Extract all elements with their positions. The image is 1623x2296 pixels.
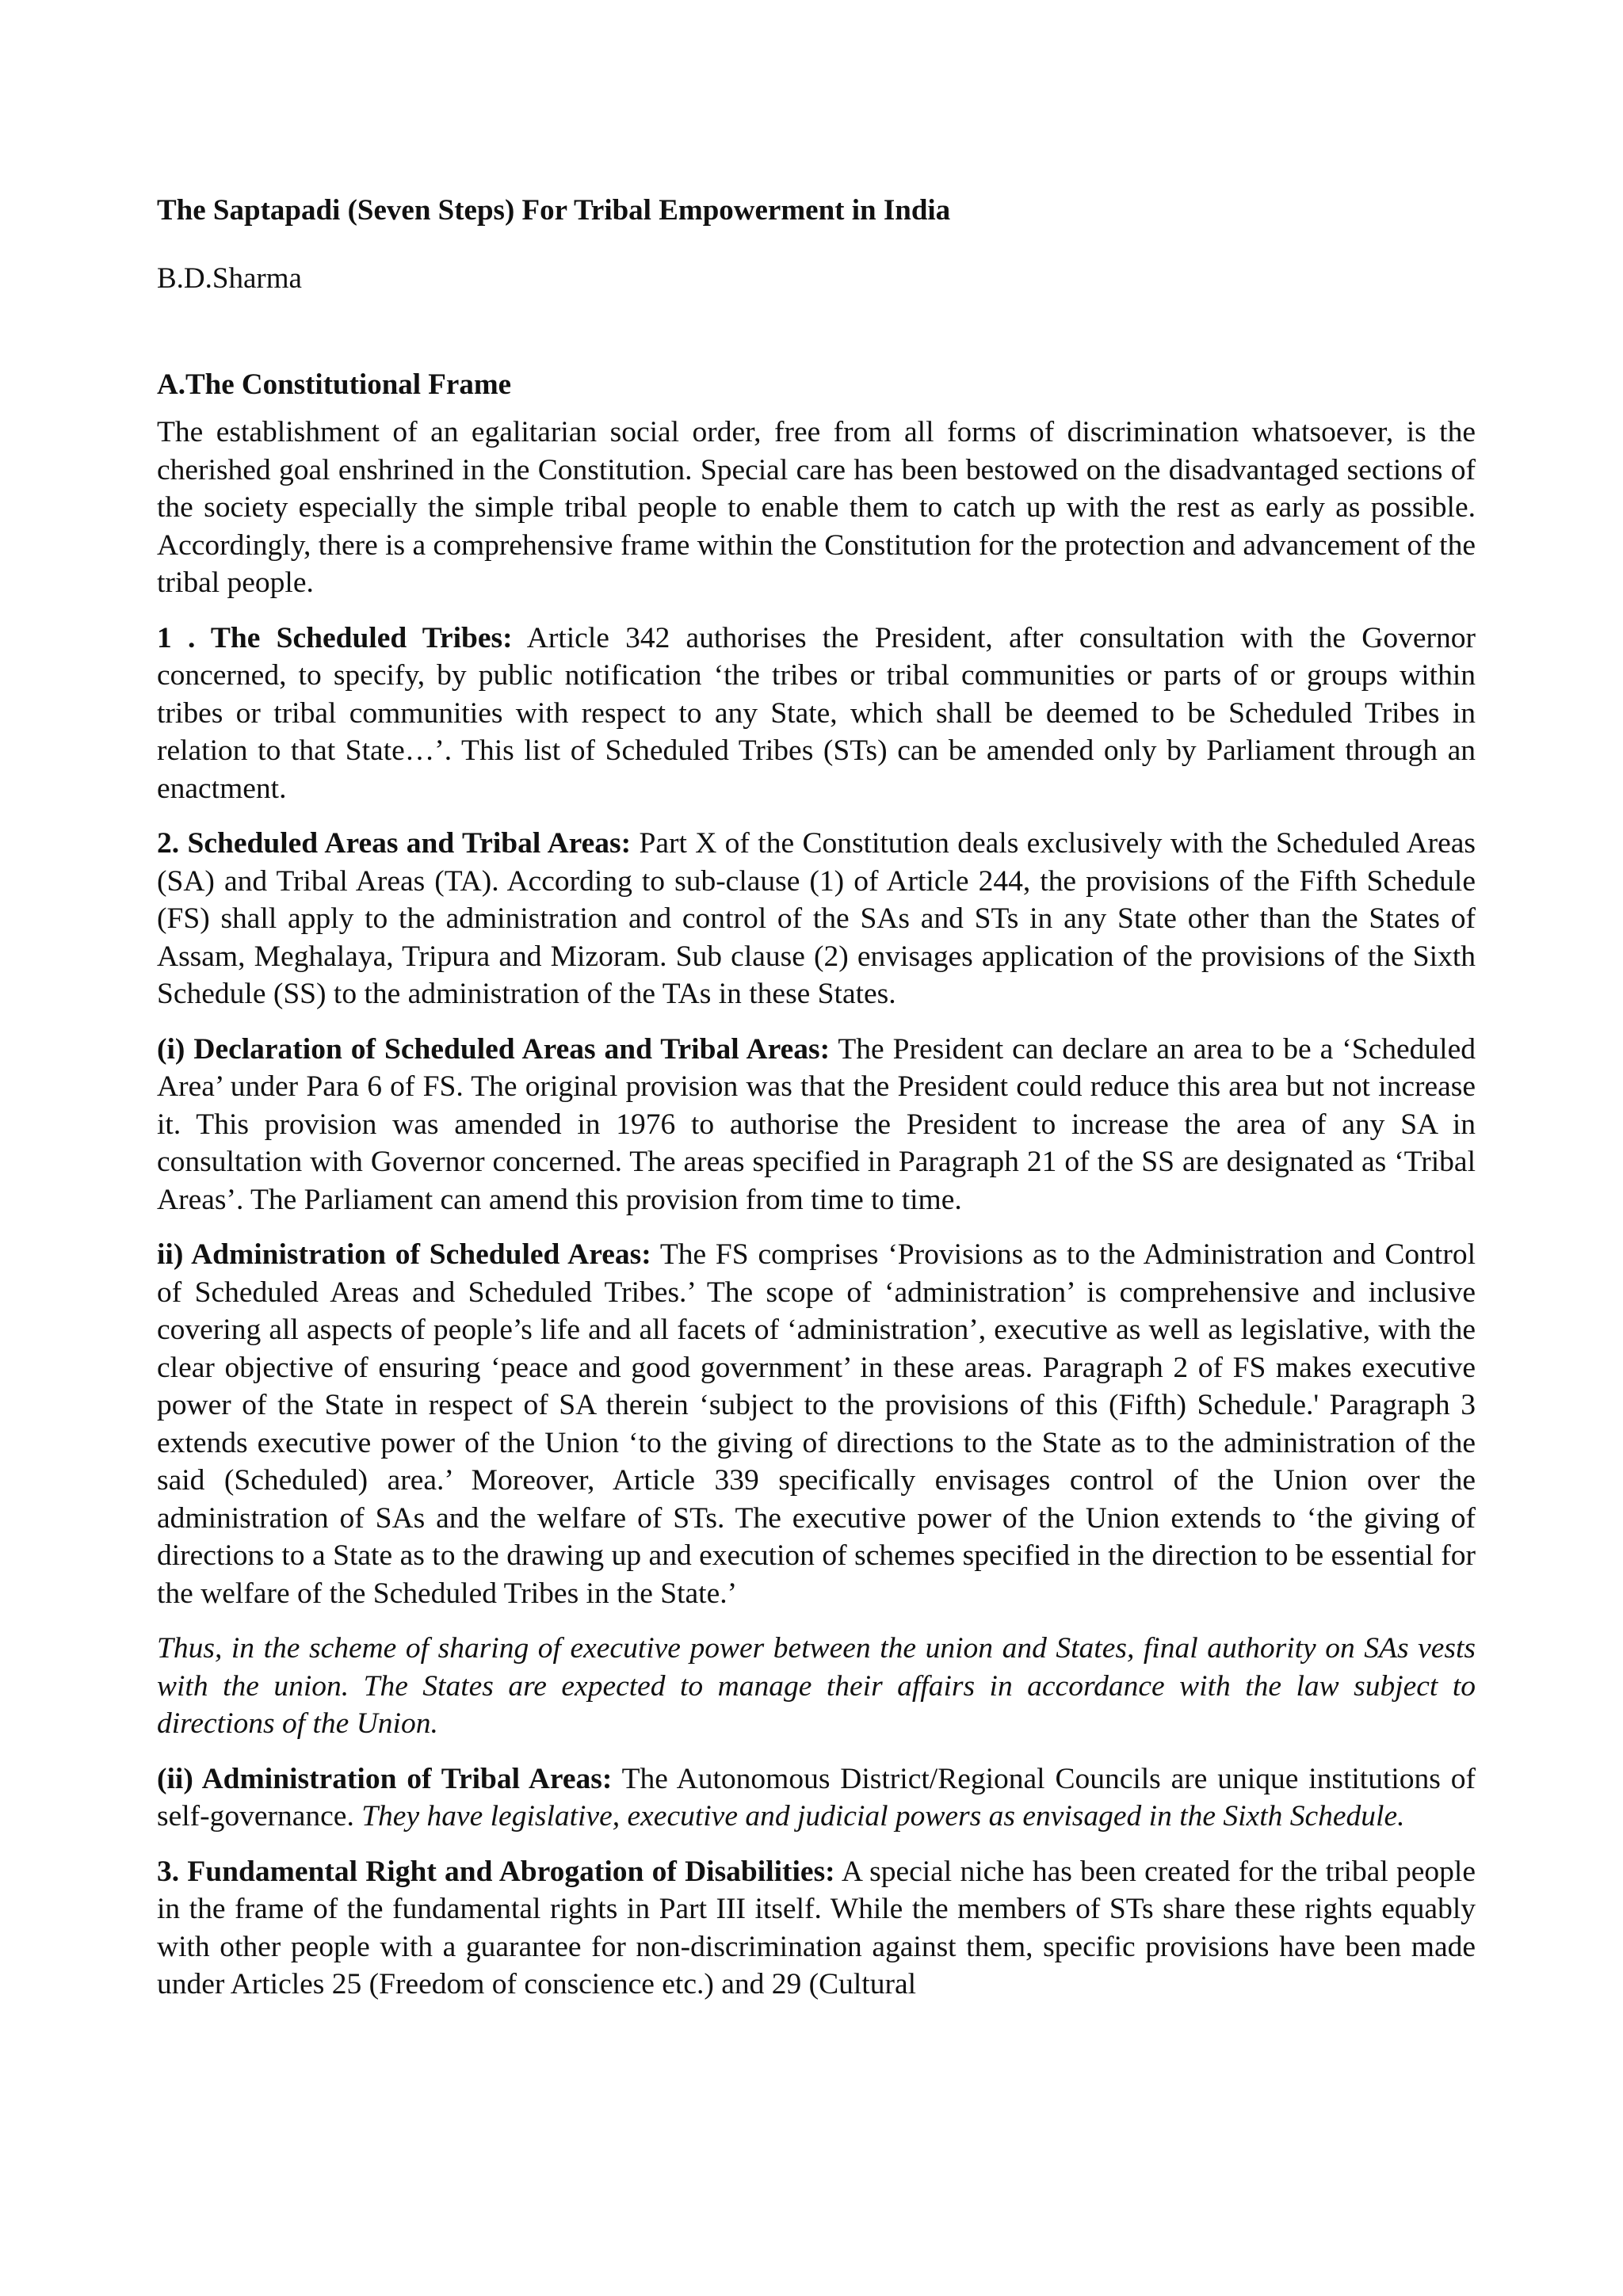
paragraph-fundamental-rights <box>157 1853 1476 2004</box>
paragraph-declaration <box>157 1031 1476 1219</box>
intro-paragraph: The establishment of an egalitarian social order, free from all forms of discrimination whatsoever, is the cherished goal enshrined in the Constitution. Special care has been bestowed on the disadvantaged sections of the society especially the simple tribal people to enable them to catch up with the rest as early as possible. Accordingly, there is a comprehensive frame within the Constitution for the protection and advancement of the tribal people. <box>157 416 1476 599</box>
section-heading-a: A.The Constitutional Frame <box>157 368 512 401</box>
paragraph-text: Article 342 authorises the President, after consultation with the Governor concerned, to specify, by public notification ‘the tribes or tribal communities or parts of or groups within tribes or tribal communities with respect to any State, which shall be deemed to be Scheduled Tribes in relation to that State…’. This list of Scheduled Tribes (STs) can be amended only by Parliament through an enactment. <box>157 621 1476 805</box>
paragraph-text: A special niche has been created for the tribal people in the frame of the fundamental rights in Part III itself. While the members of STs share these rights equably with other people with a guarantee for non-discrimination against them, specific provisions have been made under Articles 25 (Freedom of conscience etc.) and 29 (Cultural <box>157 1855 1476 2000</box>
paragraph-heading: (ii) Administration of Tribal Areas: <box>157 1762 613 1795</box>
paragraph-heading: 1 . The Scheduled Tribes: <box>157 621 513 654</box>
document-page <box>157 192 1476 2021</box>
paragraph-administration-ta <box>157 1760 1476 1836</box>
paragraph-heading: 2. Scheduled Areas and Tribal Areas: <box>157 827 632 860</box>
document-author: B.D.Sharma <box>157 262 302 295</box>
paragraph-administration-sa <box>157 1236 1476 1612</box>
paragraph-italic-text: They have legislative, executive and judicial powers as envisaged in the Sixth Schedule. <box>361 1800 1405 1833</box>
paragraph-scheduled-areas <box>157 825 1476 1013</box>
paragraph-heading: ii) Administration of Scheduled Areas: <box>157 1238 651 1271</box>
paragraph-text: The President can declare an area to be a ‘Scheduled Area’ under Para 6 of FS. The original provision was that the President could reduce this area but not increase it. This provision was amended in 1976 to authorise the President to increase the area of any SA in consultation with Governor concerned. The areas specified in Paragraph 21 of the SS are designated as ‘Tribal Areas’. The Parliament can amend this provision from time to time. <box>157 1032 1476 1216</box>
paragraph-text: Part X of the Constitution deals exclusively with the Scheduled Areas (SA) and Tribal Areas (TA). According to sub-clause (1) of Article 244, the provisions of the Fifth Schedule (FS) shall apply to the administration and control of the SAs and STs in any State other than the States of Assam, Meghalaya, Tripura and Mizoram. Sub clause (2) envisages application of the provisions of the Sixth Schedule (SS) to the administration of the TAs in these States. <box>157 827 1476 1010</box>
paragraph-text: The FS comprises ‘Provisions as to the Administration and Control of Scheduled Areas and Scheduled Tribes.’ The scope of ‘administration’ is comprehensive and inclusive covering all aspects of people’s life and all facets of ‘administration’, executive as well as legislative, with the clear objective of ensuring ‘peace and good government’ in these areas. Paragraph 2 of FS makes executive power of the State in respect of SA therein ‘subject to the provisions of this (Fifth) Schedule.' Paragraph 3 extends executive power of the Union ‘to the giving of directions to the State as to the administration of the said (Scheduled) area.’ Moreover, Article 339 specifically envisages control of the Union over the administration of SAs and the welfare of STs. The executive power of the Union extends to ‘the giving of directions to a State as to the drawing up and execution of schemes specified in the direction to be essential for the welfare of the Scheduled Tribes in the State.’ <box>157 1238 1476 1610</box>
paragraph-scheduled-tribes <box>157 620 1476 808</box>
paragraph-text: The Autonomous District/Regional Councils are unique institutions of self-governance. <box>157 1762 1476 1833</box>
paragraph-heading: (i) Declaration of Scheduled Areas and Tribal Areas: <box>157 1032 831 1066</box>
italic-note: Thus, in the scheme of sharing of executive power between the union and States, final authority on SAs vests with the union. The States are expected to manage their affairs in accordance with the law subject to directions of the Union. <box>157 1632 1476 1740</box>
document-title: The Saptapadi (Seven Steps) For Tribal Empowerment in India <box>157 194 951 227</box>
paragraph-heading: 3. Fundamental Right and Abrogation of Disabilities: <box>157 1855 835 1888</box>
